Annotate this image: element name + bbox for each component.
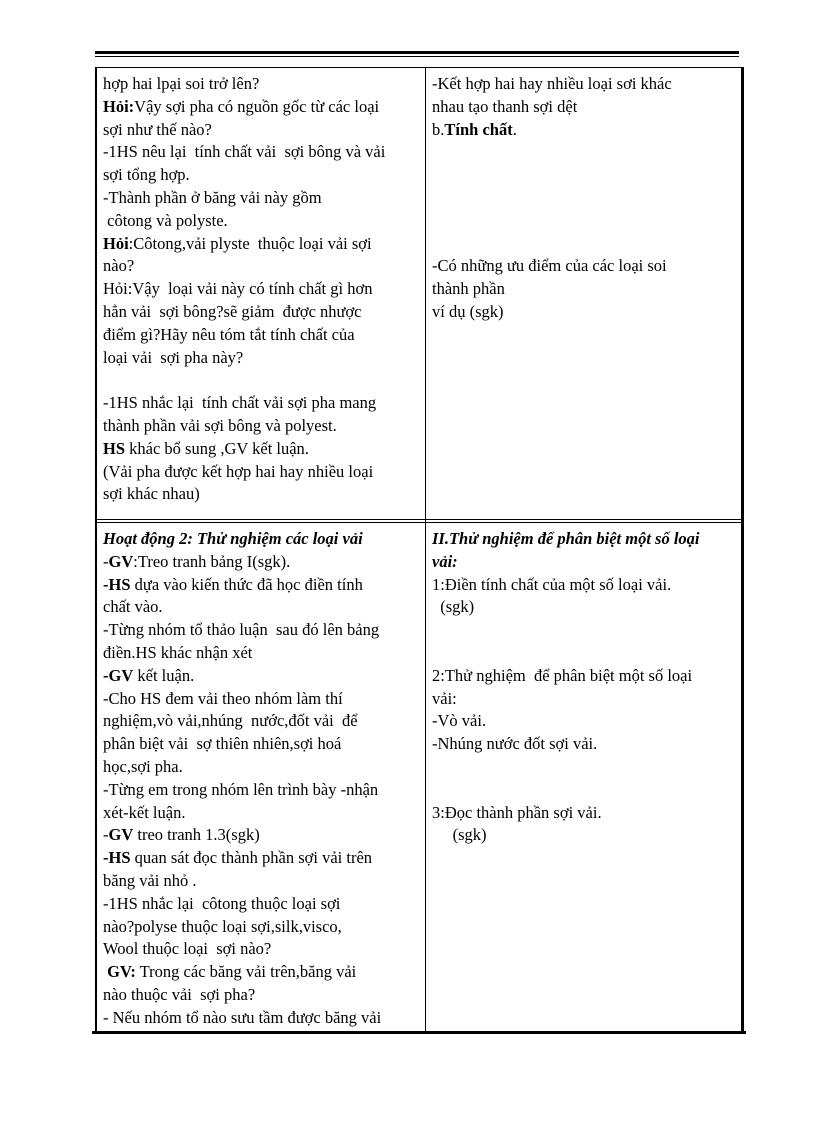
text-line: [432, 187, 740, 210]
text-run: điền.HS khác nhận xét: [103, 642, 253, 662]
text-run: băng vải nhỏ .: [103, 870, 197, 890]
text-line: [103, 233, 421, 256]
text-line: [103, 779, 421, 802]
text-run: vải:: [432, 688, 457, 708]
text-line: [432, 665, 740, 688]
bold-text: Hỏi: [103, 233, 129, 253]
text-run: chất vào.: [103, 597, 163, 617]
text-run: :Treo tranh bảng I(sgk).: [133, 551, 291, 571]
text-line: [103, 415, 421, 438]
text-run: (Vải pha được kết hợp hai hay nhiều loại: [103, 461, 374, 481]
text-run: nào thuộc vải sợi pha?: [103, 984, 256, 1004]
row-divider-double: [95, 522, 744, 523]
column-divider: [425, 67, 426, 1031]
text-line: [103, 210, 421, 233]
text-run: 2:Thử nghiệm để phân biệt một số loại: [432, 665, 693, 685]
text-line: [103, 164, 421, 187]
row-divider: [95, 519, 744, 520]
text-line: [432, 824, 740, 847]
text-run: xét-kết luận.: [103, 802, 186, 822]
text-line: [432, 574, 740, 597]
text-run: Wool thuộc loại sợi nào?: [103, 939, 272, 959]
text-run: :Côtong,vải plyste thuộc loại vải sợi: [128, 233, 372, 253]
text-run: -: [103, 825, 109, 845]
text-run: .: [512, 119, 517, 139]
text-line: [432, 210, 740, 233]
text-line: [103, 1007, 421, 1030]
text-line: [432, 779, 740, 802]
text-run: khác bổ sung ,GV kết luận.: [125, 438, 309, 458]
text-run: quan sát đọc thành phần sợi vải trên: [130, 848, 373, 868]
text-line: [432, 233, 740, 256]
bold-text: HS: [103, 438, 126, 458]
text-line: [103, 347, 421, 370]
text-run: hợp hai lpại soi trở lên?: [103, 74, 260, 93]
row2-activities-cell: [103, 528, 421, 1030]
top-double-rule-thin: [95, 56, 739, 57]
text-run: thành phần vải sợi bông và polyest.: [103, 415, 337, 435]
bold-text: II.Thử nghiệm để phân biệt một số loại: [432, 529, 700, 548]
text-line: [103, 392, 421, 415]
text-run: ví dụ (sgk): [432, 301, 504, 321]
text-run: -1HS nhắc lại côtong thuộc loại sợi: [103, 893, 341, 913]
row1-activities-cell: [103, 73, 421, 506]
text-run: côtong và polyste.: [103, 210, 228, 230]
text-line: [103, 528, 421, 551]
text-run: -1HS nhắc lại tính chất vải sợi pha mang: [103, 393, 377, 413]
text-line: [103, 619, 421, 642]
text-run: loại vải sợi pha này?: [103, 347, 244, 367]
text-line: [103, 141, 421, 164]
text-line: [432, 733, 740, 756]
text-line: [432, 255, 740, 278]
text-run: - Nếu nhóm tổ nào sưu tầm được băng vải: [103, 1007, 382, 1027]
text-run: -Nhúng nước đốt sợi vải.: [432, 734, 598, 754]
text-run: (sgk): [432, 597, 475, 617]
text-line: [103, 96, 421, 119]
text-line: [432, 619, 740, 642]
bold-text: Hoạt động 2: Thử nghiệm các loại vải: [103, 529, 363, 548]
text-line: [103, 255, 421, 278]
text-run: nghiệm,vò vải,nhúng nước,đốt vải để: [103, 711, 358, 731]
text-run: dựa vào kiến thức đã học điền tính: [130, 574, 363, 594]
text-line: [103, 756, 421, 779]
text-line: [432, 141, 740, 164]
text-run: nào?: [103, 256, 135, 276]
bold-text: Hỏi:: [103, 96, 135, 116]
text-line: [432, 278, 740, 301]
text-line: [432, 73, 740, 96]
row1-content-cell: [432, 73, 740, 324]
bold-text: -HS: [103, 848, 131, 868]
text-line: [103, 733, 421, 756]
text-run: sợi khác nhau): [103, 484, 200, 504]
text-run: Hỏi:Vậy loại vải này có tính chất gì hơn: [103, 279, 373, 299]
text-line: [103, 893, 421, 916]
text-run: học,sợi pha.: [103, 756, 183, 776]
text-line: [103, 916, 421, 939]
top-double-rule: [95, 51, 739, 54]
text-run: -: [103, 551, 109, 571]
text-run: b.: [432, 119, 445, 139]
text-line: [103, 984, 421, 1007]
text-run: Trong các băng vải trên,băng vải: [135, 962, 357, 982]
text-line: [432, 802, 740, 825]
bold-text: GV: [108, 551, 134, 571]
text-run: kết luận.: [133, 665, 195, 685]
text-line: [103, 710, 421, 733]
text-line: [103, 483, 421, 506]
text-run: -Thành phần ở băng vải này gồm: [103, 187, 322, 207]
bold-text: -HS: [103, 574, 131, 594]
text-run: sợi tổng hợp.: [103, 165, 190, 185]
text-line: [103, 596, 421, 619]
text-run: (sgk): [432, 825, 487, 845]
text-line: [103, 551, 421, 574]
text-line: [432, 119, 740, 142]
text-line: [103, 574, 421, 597]
text-run: Vậy sợi pha có nguồn gốc từ các loại: [134, 96, 380, 116]
text-line: [432, 710, 740, 733]
text-run: -Có những ưu điểm của các loại soi: [432, 256, 667, 276]
text-line: [103, 824, 421, 847]
text-line: [432, 596, 740, 619]
text-run: thành phần: [432, 279, 505, 299]
bold-text: GV: [108, 825, 134, 845]
text-line: [432, 551, 740, 574]
text-run: nào?polyse thuộc loại sợi,silk,visco,: [103, 916, 342, 936]
text-line: [103, 642, 421, 665]
text-line: [103, 187, 421, 210]
row2-content-cell: [432, 528, 740, 847]
text-run: -1HS nêu lại tính chất vải sợi bông và vải: [103, 142, 386, 162]
text-run: hẳn vải sợi bông?sẽ giảm được nhược: [103, 301, 362, 321]
text-run: sợi như thế nào?: [103, 119, 212, 139]
text-line: [103, 665, 421, 688]
text-line: [103, 847, 421, 870]
text-line: [103, 119, 421, 142]
bold-text: Tính chất: [444, 119, 513, 139]
bold-text: GV:: [103, 962, 136, 982]
text-run: treo tranh 1.3(sgk): [133, 825, 260, 845]
text-run: -Vò vải.: [432, 711, 487, 731]
text-run: phân biệt vải sợ thiên nhiên,sợi hoá: [103, 734, 342, 754]
text-run: nhau tạo thanh sợi dệt: [432, 96, 578, 116]
text-line: [103, 324, 421, 347]
bold-text: vải:: [432, 551, 458, 571]
text-line: [103, 802, 421, 825]
text-line: [103, 961, 421, 984]
table-top-border: [95, 67, 744, 68]
text-line: [432, 642, 740, 665]
text-line: [103, 369, 421, 392]
text-run: -Kết hợp hai hay nhiều loại sơi khác: [432, 74, 672, 93]
text-line: [103, 301, 421, 324]
text-line: [103, 688, 421, 711]
text-run: -Từng nhóm tổ thảo luận sau đó lên bảng: [103, 620, 380, 640]
text-run: 3:Đọc thành phần sợi vải.: [432, 802, 602, 822]
text-line: [103, 73, 421, 96]
text-line: [432, 756, 740, 779]
text-run: -Từng em trong nhóm lên trình bày -nhận: [103, 779, 379, 799]
text-line: [103, 438, 421, 461]
text-line: [103, 461, 421, 484]
text-run: 1:Điền tính chất của một số loại vải.: [432, 574, 672, 594]
text-line: [432, 301, 740, 324]
text-line: [432, 164, 740, 187]
text-line: [103, 938, 421, 961]
text-line: [432, 688, 740, 711]
bold-text: -GV: [103, 665, 134, 685]
text-line: [432, 96, 740, 119]
text-line: [103, 278, 421, 301]
text-line: [103, 870, 421, 893]
text-run: điểm gì?Hãy nêu tóm tắt tính chất của: [103, 324, 355, 344]
text-line: [432, 528, 740, 551]
text-run: -Cho HS đem vải theo nhóm làm thí: [103, 688, 343, 708]
bottom-rule: [92, 1031, 746, 1034]
